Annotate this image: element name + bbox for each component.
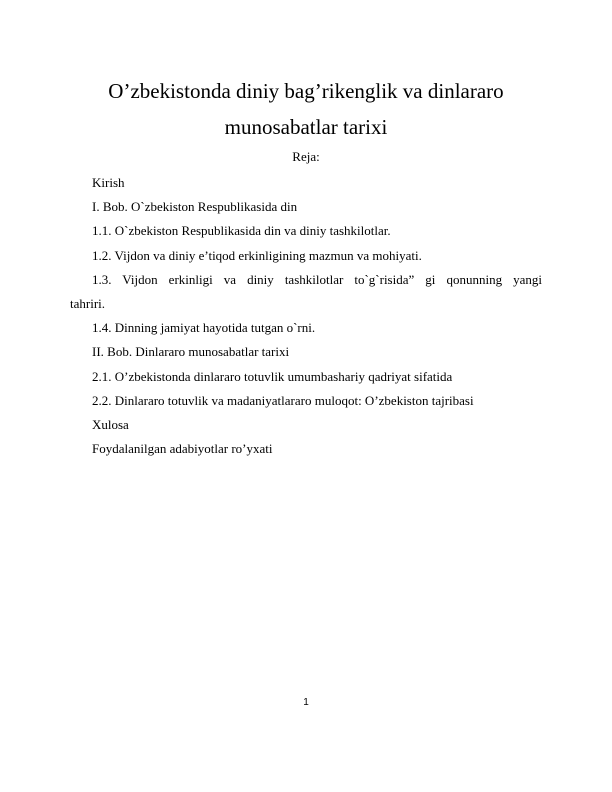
toc-item-2-2: 2.2. Dinlararo totuvlik va madaniyatlararo muloqot: O’zbekiston tajribasi bbox=[92, 392, 474, 408]
toc-item-chapter-1: I. Bob. O`zbekiston Respublikasida din bbox=[92, 199, 298, 215]
table-of-contents bbox=[70, 171, 542, 461]
toc-item-1-4: 1.4. Dinning jamiyat hayotida tutgan o`rni. bbox=[92, 320, 316, 336]
page-number: 1 bbox=[303, 697, 309, 708]
toc-item-1-3: 1.3. Vijdon erkinligi va diniy tashkilotlar to`g`risida” gi qonunning yangi tahriri. bbox=[70, 271, 542, 312]
toc-item-references: Foydalanilgan adabiyotlar ro’yxati bbox=[92, 441, 273, 457]
toc-item-1-2: 1.2. Vijdon va diniy e’tiqod erkinligining mazmun va mohiyati. bbox=[92, 247, 422, 263]
toc-item-2-1: 2.1. O’zbekistonda dinlararo totuvlik umumbashariy qadriyat sifatida bbox=[92, 368, 453, 384]
document-title-line-1: O’zbekistonda diniy bag’rikenglik va dinlararo bbox=[108, 79, 504, 103]
plan-heading: Reja: bbox=[292, 149, 320, 164]
toc-item-conclusion: Xulosa bbox=[92, 417, 129, 433]
toc-item-introduction: Kirish bbox=[92, 175, 125, 190]
toc-item-chapter-2: II. Bob. Dinlararo munosabatlar tarixi bbox=[92, 344, 290, 360]
document-title-line-2: munosabatlar tarixi bbox=[224, 115, 388, 139]
toc-item-1-1: 1.1. O`zbekiston Respublikasida din va diniy tashkilotlar. bbox=[92, 223, 391, 239]
